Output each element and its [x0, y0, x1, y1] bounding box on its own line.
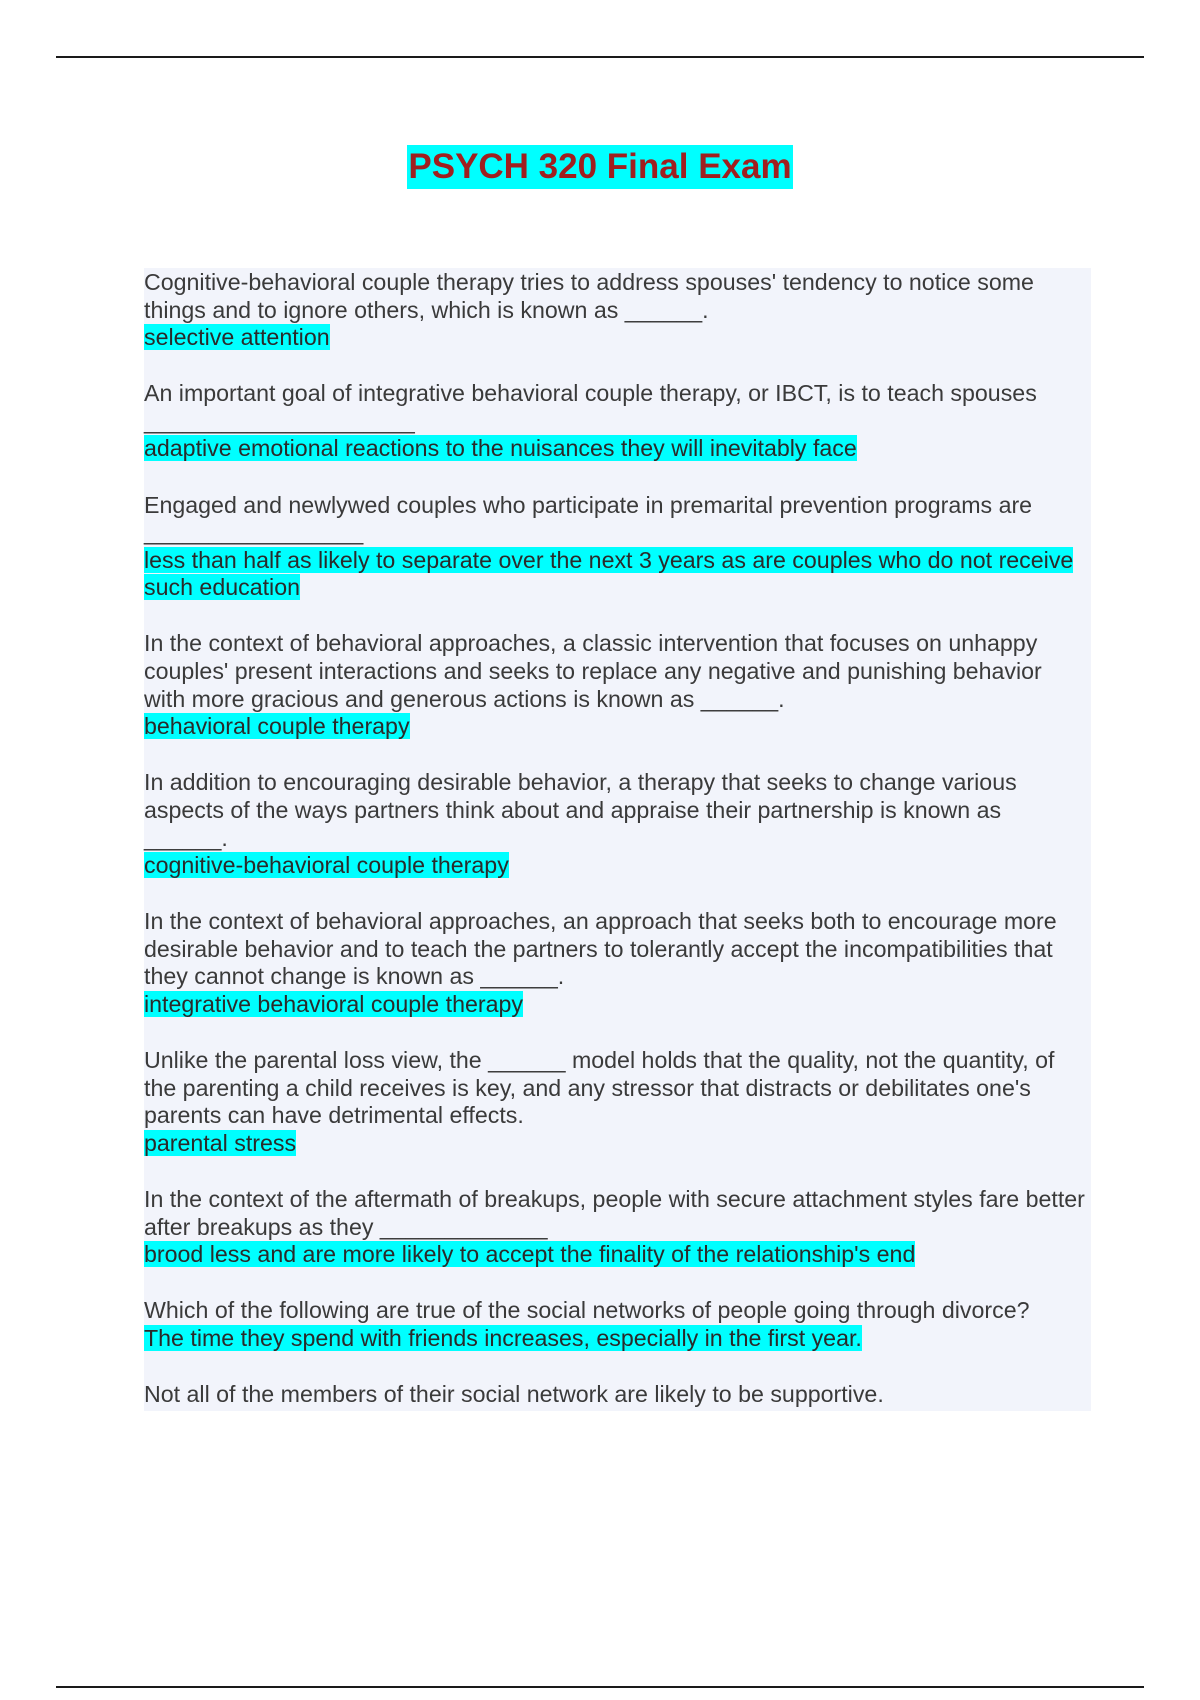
page-title: PSYCH 320 Final Exam: [407, 145, 792, 189]
answer-5-line: [144, 852, 1087, 880]
question-9: Which of the following are true of the social networks of people going through divorce?: [144, 1297, 1030, 1324]
qa-item-7: [144, 1047, 1087, 1157]
qa-item-5: [144, 769, 1087, 879]
answer-3: less than half as likely to separate over the next 3 years as are couples who do not receive such education: [144, 546, 1074, 601]
answer-4-line: [144, 713, 1087, 741]
answer-6: integrative behavioral couple therapy: [144, 990, 523, 1017]
question-4: In the context of behavioral approaches, a classic intervention that focuses on unhappy couples' present interactions and seeks to replace any negative and punishing behavior with more gracious and generous actions is known as ______.: [144, 630, 1049, 712]
question-1: Cognitive-behavioral couple therapy tries to address spouses' tendency to notice some things and to ignore others, which is known as ______.: [144, 269, 1041, 323]
answer-7-line: [144, 1130, 1087, 1158]
question-8: In the context of the aftermath of breakups, people with secure attachment styles fare better after breakups as they _____________: [144, 1185, 1092, 1240]
qa-item-1: [144, 269, 1087, 352]
bottom-rule: [56, 1686, 1144, 1688]
question-7: Unlike the parental loss view, the ______ model holds that the quality, not the quantity, of the parenting a child receives is key, and any stressor that distracts or debilitates one's parents can have detrimental effects.: [144, 1047, 1061, 1129]
question-6: In the context of behavioral approaches, an approach that seeks both to encourage more desirable behavior and to teach the partners to tolerantly accept the incompatibilities that they cannot change is known as ______.: [144, 908, 1064, 990]
question-3: Engaged and newlywed couples who participate in premarital prevention programs are _________________: [144, 491, 1039, 546]
qa-panel: [144, 268, 1091, 1411]
question-5: In addition to encouraging desirable behavior, a therapy that seeks to change various aspects of the ways partners think about and appraise their partnership is known as ______.: [144, 769, 1024, 851]
answer-1: selective attention: [144, 324, 330, 351]
answer-8: brood less and are more likely to accept the finality of the relationship's end: [144, 1241, 916, 1268]
answer-8-line: [144, 1241, 1087, 1269]
top-rule: [56, 56, 1144, 58]
answer-7: parental stress: [144, 1129, 297, 1156]
answer-6-line: [144, 991, 1087, 1019]
answer-4: behavioral couple therapy: [144, 713, 410, 740]
answer-2: adaptive emotional reactions to the nuisances they will inevitably face: [144, 435, 857, 462]
qa-item-8: [144, 1185, 1092, 1269]
answer-5: cognitive-behavioral couple therapy: [144, 852, 509, 879]
question-2: An important goal of integrative behavioral couple therapy, or IBCT, is to teach spouses _____________________: [144, 380, 1044, 434]
qa-item-2: [144, 380, 1087, 463]
answer-2-line: [144, 435, 1087, 463]
qa-item-9: [144, 1297, 1087, 1352]
answer-9: The time they spend with friends increases, especially in the first year.: [144, 1324, 862, 1351]
qa-item-6: [144, 908, 1087, 1018]
answer-1-line: [144, 324, 1087, 352]
qa-item-3: [144, 492, 1087, 602]
title-wrap: [0, 145, 1200, 189]
answer-9-line: [144, 1325, 1087, 1353]
qa-item-4: [144, 630, 1087, 740]
trailing-statement: Not all of the members of their social network are likely to be supportive.: [144, 1380, 884, 1407]
answer-3-line: [144, 547, 1087, 602]
